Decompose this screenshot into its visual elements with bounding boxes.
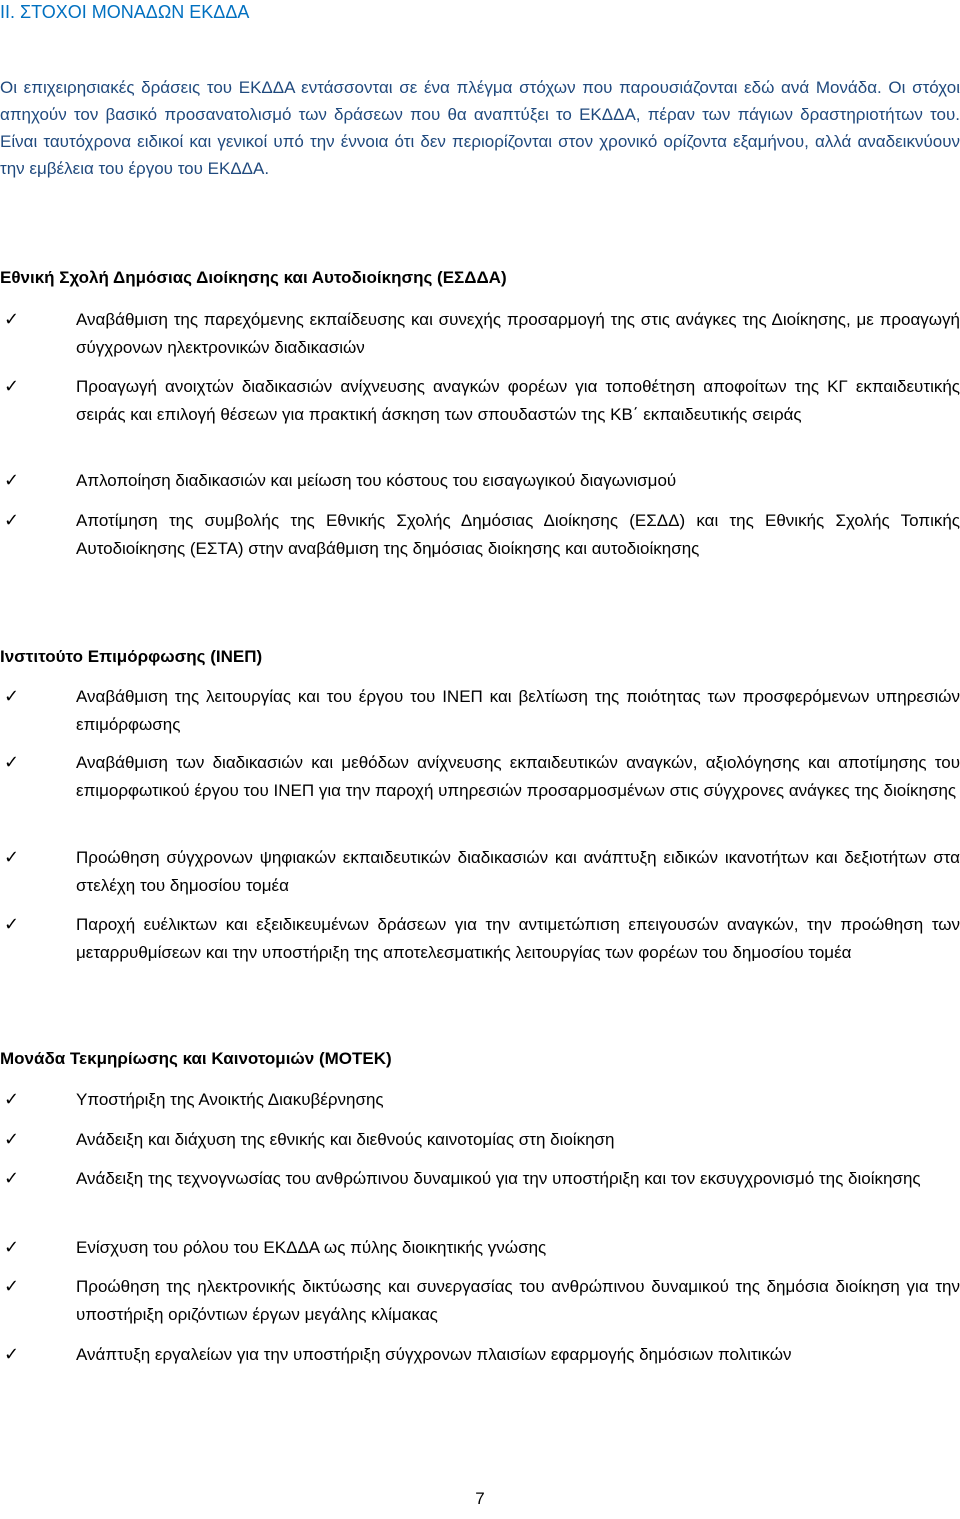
section-title-esdda: Εθνική Σχολή Δημόσιας Διοίκησης και Αυτοδιοίκησης (ΕΣΔΔΑ) [0,268,507,287]
checkmark-icon: ✓ [4,847,20,868]
list-item-text: Απλοποίηση διαδικασιών και μείωση του κόστους του εισαγωγικού διαγωνισμού [76,471,677,490]
checkmark-icon: ✓ [4,686,20,707]
list-item-text: Αναβάθμιση της λειτουργίας και του έργου του ΙΝΕΠ και βελτίωση της ποιότητας των προσφερόμενων υπηρεσιών επιμόρφωσης [76,687,960,734]
list-item [0,467,960,495]
list-item-text: Παροχή ευέλικτων και εξειδικευμένων δράσεων για την αντιμετώπιση επειγουσών αναγκών, την προώθηση των μεταρρυθμίσεων και την υποστήριξη της αποτελεσματικής λειτουργίας των φορέων του δημοσίου τομέα [76,915,960,962]
page-heading: ΙΙ. ΣΤΟΧΟΙ ΜΟΝΑΔΩΝ ΕΚΔΔΑ [0,2,250,22]
section-title-motek: Μονάδα Τεκμηρίωσης και Καινοτομιών (ΜΟΤΕΚ) [0,1049,392,1068]
section-title-inep: Ινστιτούτο Επιμόρφωσης (ΙΝΕΠ) [0,647,263,666]
list-item [0,507,960,563]
list-item [0,1234,960,1262]
checkmark-icon: ✓ [4,510,20,531]
list-item-text: Προώθηση της ηλεκτρονικής δικτύωσης και συνεργασίας του ανθρώπινου δυναμικού της δημόσια διοίκηση για την υποστήριξη οριζόντιων έργων μεγάλης κλίμακας [76,1277,960,1324]
checkmark-icon: ✓ [4,1344,20,1365]
checkmark-icon: ✓ [4,752,20,773]
checkmark-icon: ✓ [4,1237,20,1258]
list-item [0,306,960,362]
list-item-text: Υποστήριξη της Ανοικτής Διακυβέρνησης [76,1090,384,1109]
checkmark-icon: ✓ [4,376,20,397]
checkmark-icon: ✓ [4,470,20,491]
list-item [0,1165,960,1193]
list-item-text: Προώθηση σύγχρονων ψηφιακών εκπαιδευτικών διαδικασιών και ανάπτυξη ειδικών ικανοτήτων και δεξιοτήτων στα στελέχη του δημοσίου τομέα [76,848,960,895]
list-item [0,911,960,967]
checkmark-icon: ✓ [4,914,20,935]
list-item [0,1086,960,1114]
list-item [0,844,960,900]
page-number: 7 [475,1489,485,1508]
list-item [0,1126,960,1154]
list-item-text: Αναβάθμιση των διαδικασιών και μεθόδων ανίχνευσης εκπαιδευτικών αναγκών, αξιολόγησης και αποτίμησης του επιμορφωτικού έργου του ΙΝΕΠ για την παροχή υπηρεσιών προσαρμοσμένων στις σύγχρονες ανάγκες της διοίκησης [76,753,960,800]
list-item [0,1341,960,1369]
list-item-text: Ανάπτυξη εργαλείων για την υποστήριξη σύγχρονων πλαισίων εφαρμογής δημόσιων πολιτικών [76,1345,792,1364]
checkmark-icon: ✓ [4,309,20,330]
checkmark-icon: ✓ [4,1276,20,1297]
list-item [0,683,960,739]
list-item [0,1273,960,1329]
list-item-text: Ανάδειξη της τεχνογνωσίας του ανθρώπινου δυναμικού για την υποστήριξη και τον εκσυγχρονισμό της διοίκησης [76,1169,921,1188]
intro-paragraph: Οι επιχειρησιακές δράσεις του ΕΚΔΔΑ εντάσσονται σε ένα πλέγμα στόχων που παρουσιάζονται εδώ ανά Μονάδα. Οι στόχοι απηχούν τον βασικό προσανατολισμό των δράσεων που θα αναπτύξει το ΕΚΔΔΑ, πέραν των πάγιων δραστηριοτήτων του. Είναι ταυτόχρονα ειδικοί και γενικοί υπό την έννοια ότι δεν περιορίζονται στον χρονικό ορίζοντα εξαμήνου, αλλά αναδεικνύουν την εμβέλεια του έργου του ΕΚΔΔΑ. [0,78,960,178]
checkmark-icon: ✓ [4,1129,20,1150]
list-item-text: Αναβάθμιση της παρεχόμενης εκπαίδευσης και συνεχής προσαρμογή της στις ανάγκες της Διοίκησης, με προαγωγή σύγχρονων ηλεκτρονικών διαδικασιών [76,310,960,357]
list-item [0,749,960,805]
checkmark-icon: ✓ [4,1168,20,1189]
list-item [0,373,960,429]
list-item-text: Ενίσχυση του ρόλου του ΕΚΔΔΑ ως πύλης διοικητικής γνώσης [76,1238,547,1257]
checkmark-icon: ✓ [4,1089,20,1110]
list-item-text: Αποτίμηση της συμβολής της Εθνικής Σχολής Δημόσιας Διοίκησης (ΕΣΔΔ) και της Εθνικής Σχολής Τοπικής Αυτοδιοίκησης (ΕΣΤΑ) στην αναβάθμιση της δημόσιας διοίκησης και αυτοδιοίκησης [76,511,960,558]
list-item-text: Προαγωγή ανοιχτών διαδικασιών ανίχνευσης αναγκών φορέων για τοποθέτηση αποφοίτων της ΚΓ εκπαιδευτικής σειράς και επιλογή θέσεων για πρακτική άσκηση των σπουδαστών της ΚΒ΄ εκπαιδευτικής σειράς [76,377,960,424]
list-item-text: Ανάδειξη και διάχυση της εθνικής και διεθνούς καινοτομίας στη διοίκηση [76,1130,615,1149]
